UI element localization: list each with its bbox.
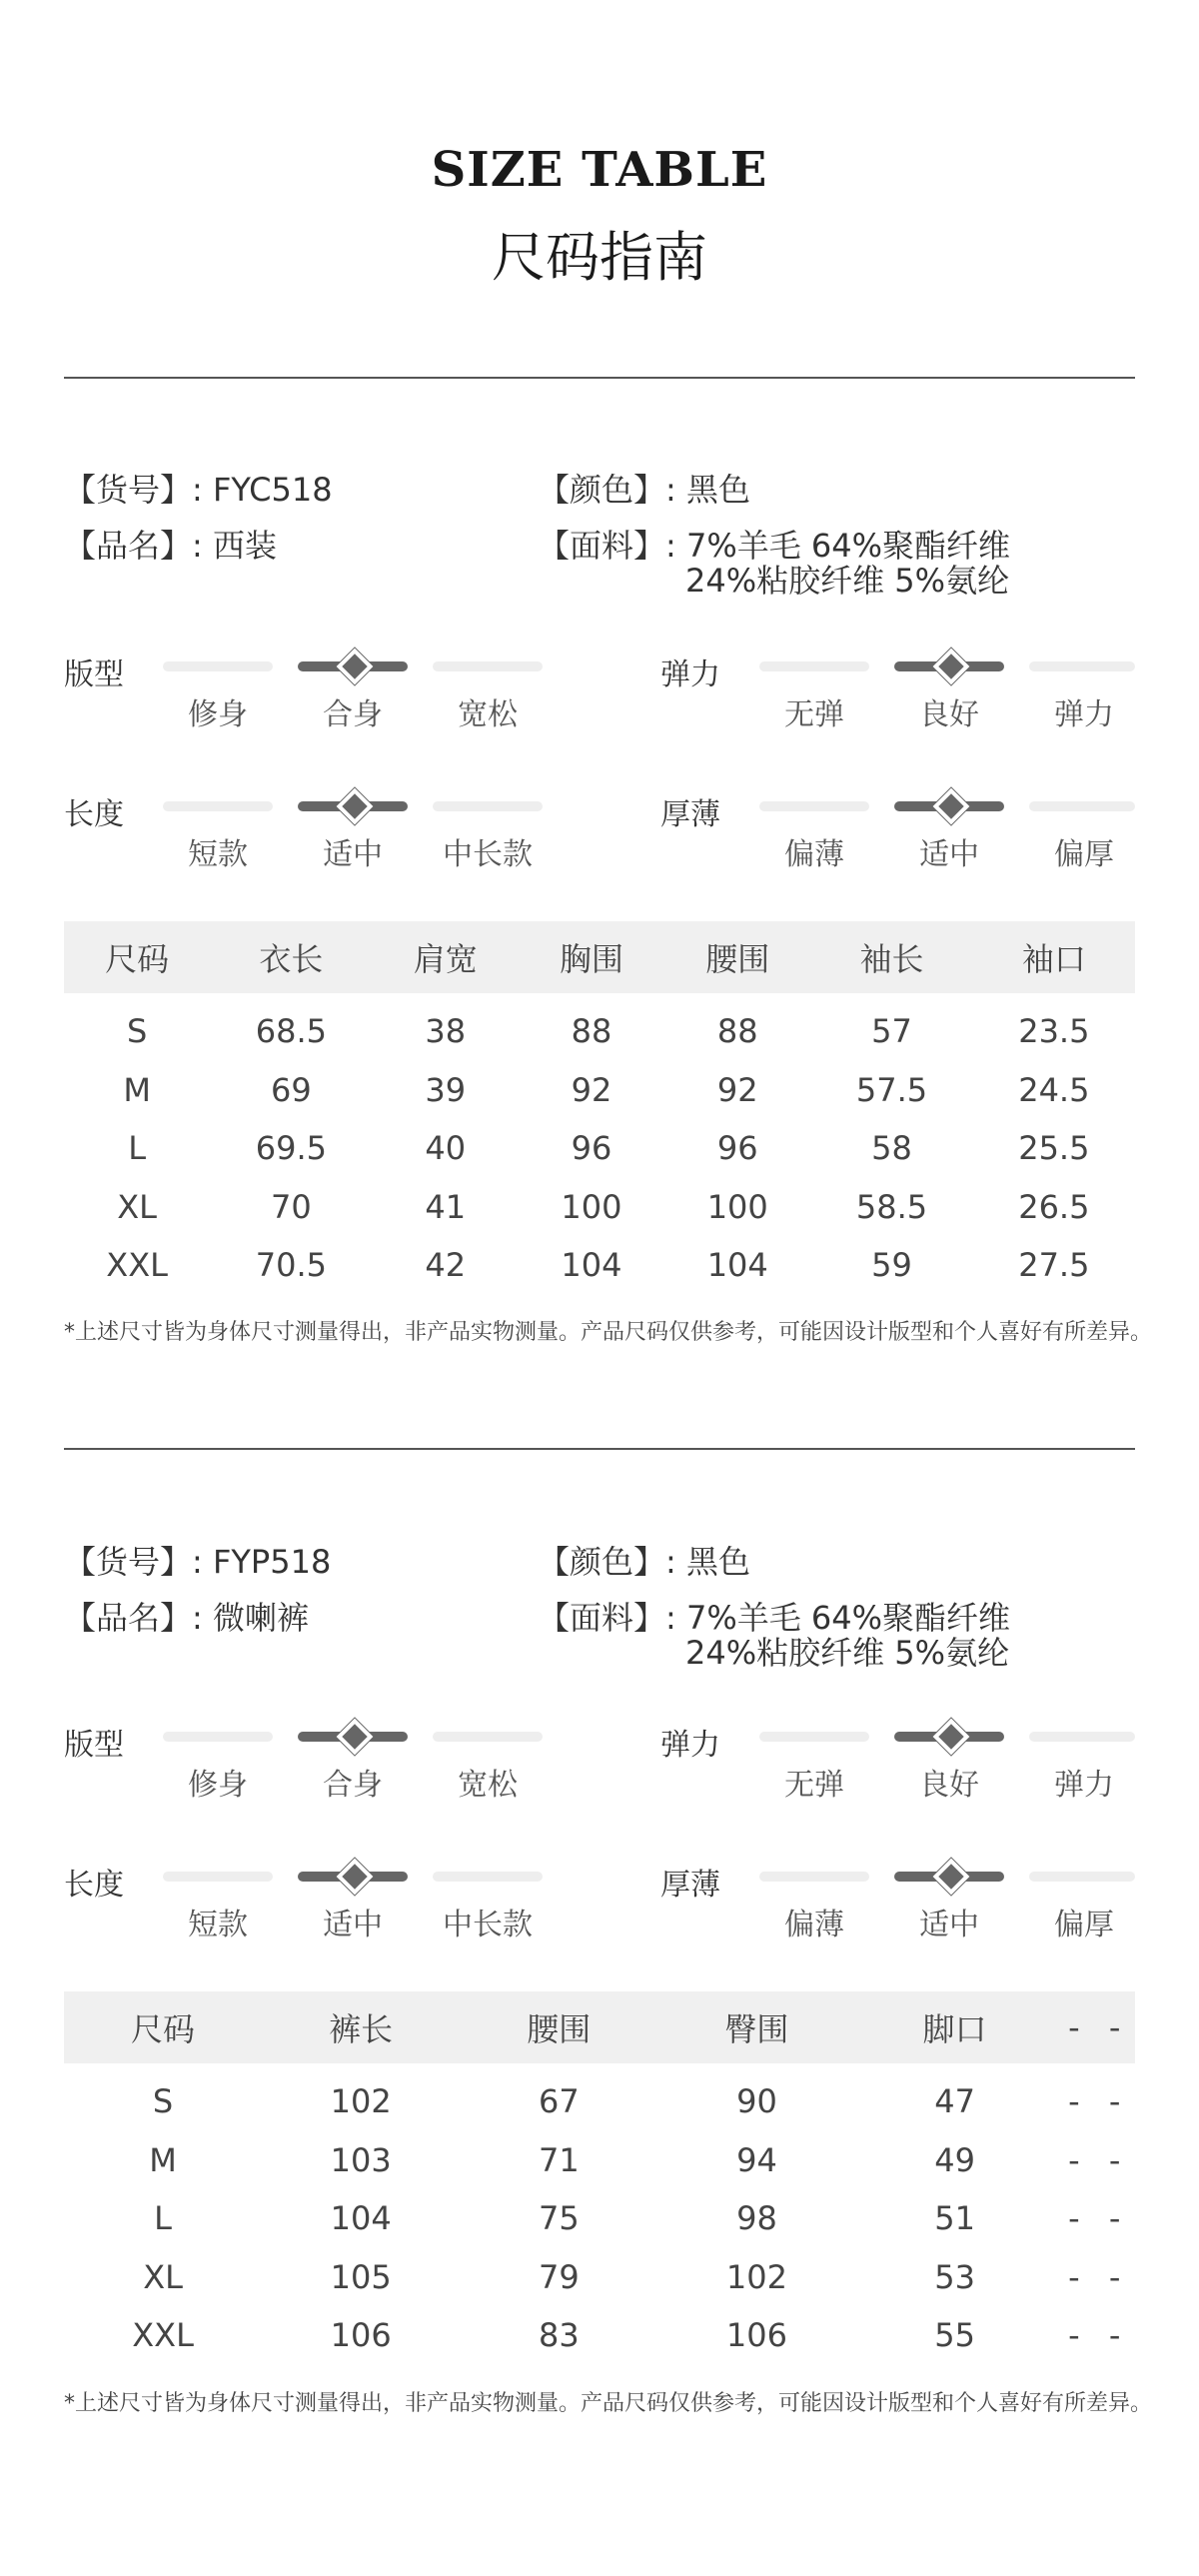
- column-header: -: [1054, 1991, 1095, 2063]
- table-cell: 90: [736, 2082, 777, 2121]
- table-row: [64, 993, 1135, 1061]
- table-cell: 47: [934, 2082, 975, 2121]
- table-cell: 106: [725, 2316, 787, 2355]
- attr-fit-option: 宽松: [458, 697, 518, 732]
- product-name-value: 西装: [212, 527, 277, 565]
- color-value: 黑色: [685, 471, 750, 509]
- attr-thickness-track-3: [1029, 801, 1135, 811]
- table-cell: 40: [425, 1129, 467, 1168]
- attr-length-label: 长度: [64, 797, 124, 832]
- table-cell: 24.5: [1018, 1070, 1090, 1109]
- table-cell: 102: [330, 2082, 392, 2121]
- attr-thickness-option: 偏薄: [784, 837, 844, 872]
- column-header: 尺码: [64, 921, 210, 993]
- table-cell: -: [1108, 2199, 1121, 2238]
- table-cell: 96: [571, 1129, 612, 1168]
- attr-elastic-indicator: [933, 648, 970, 685]
- table-row: [64, 2306, 1135, 2365]
- attr-length-track-3: [433, 1872, 543, 1882]
- fabric-line-1: 7%羊毛 64%聚酯纤维: [685, 527, 1011, 565]
- attr-elastic-option: 良好: [919, 697, 979, 732]
- fabric-line-2: 24%粘胶纤维 5%氨纶: [685, 562, 1010, 600]
- table-cell: -: [1108, 2140, 1121, 2179]
- color-value: 黑色: [685, 1543, 750, 1581]
- table-cell: 102: [725, 2257, 787, 2296]
- table-cell: 25.5: [1018, 1129, 1090, 1168]
- attr-fit-label: 版型: [64, 657, 124, 692]
- column-header: 胸围: [519, 921, 664, 993]
- table-cell: 100: [561, 1187, 622, 1226]
- fabric-label: 【面料】:: [538, 527, 676, 565]
- attr-thickness-indicator: [933, 788, 970, 825]
- table-cell: 100: [706, 1187, 768, 1226]
- attr-elastic-option: 无弹: [784, 1768, 844, 1803]
- attr-thickness-label: 厚薄: [660, 1868, 720, 1903]
- table-cell: XXL: [106, 1246, 168, 1285]
- attr-elastic-option: 弹力: [1054, 697, 1114, 732]
- table-cell: 96: [716, 1129, 758, 1168]
- product-color: [538, 1544, 750, 1580]
- attr-fit-option: 合身: [323, 1768, 383, 1803]
- item-number: [64, 472, 333, 508]
- attr-thickness-label: 厚薄: [660, 797, 720, 832]
- attr-thickness-track-1: [759, 801, 869, 811]
- attr-length-indicator: [337, 1859, 374, 1896]
- attr-length-option: 适中: [323, 1908, 383, 1942]
- item-number: [64, 1544, 331, 1580]
- table-header-row: [64, 921, 1135, 993]
- fabric-line-1: 7%羊毛 64%聚酯纤维: [685, 1599, 1011, 1637]
- attr-thickness-track-1: [759, 1872, 869, 1882]
- table-cell: 67: [538, 2082, 580, 2121]
- table-cell: 51: [934, 2199, 975, 2238]
- table-cell: 106: [330, 2316, 392, 2355]
- attr-length-option: 短款: [188, 837, 248, 872]
- table-cell: 105: [330, 2257, 392, 2296]
- table-cell: 55: [934, 2316, 975, 2355]
- column-header: 衣长: [210, 921, 372, 993]
- table-row: [64, 2131, 1135, 2190]
- table-cell: 68.5: [255, 1012, 328, 1051]
- table-row: [64, 1236, 1135, 1295]
- attr-elastic-track-1: [759, 1732, 869, 1742]
- column-header: 肩宽: [373, 921, 519, 993]
- page-title-en: SIZE TABLE: [431, 142, 768, 198]
- attr-length-track-3: [433, 801, 543, 811]
- product-name-value: 微喇裤: [212, 1599, 309, 1637]
- table-cell: 38: [425, 1012, 467, 1051]
- attr-fit-option: 宽松: [458, 1768, 518, 1803]
- table-cell: 27.5: [1018, 1246, 1090, 1285]
- attr-length-indicator: [337, 788, 374, 825]
- table-cell: 98: [736, 2199, 777, 2238]
- table-cell: 104: [561, 1246, 622, 1285]
- table-cell: L: [128, 1129, 147, 1168]
- table-cell: -: [1068, 2140, 1080, 2179]
- table-cell: 88: [716, 1012, 758, 1051]
- table-cell: 58.5: [855, 1187, 928, 1226]
- product-name: [64, 1600, 309, 1636]
- table-cell: XXL: [132, 2316, 194, 2355]
- attr-fit-label: 版型: [64, 1728, 124, 1763]
- table-row: [64, 2248, 1135, 2307]
- table-cell: L: [154, 2199, 172, 2238]
- attr-fit-track-3: [433, 661, 543, 671]
- column-header: 腰围: [460, 1991, 657, 2063]
- table-cell: 42: [425, 1246, 467, 1285]
- attr-thickness-track-3: [1029, 1872, 1135, 1882]
- table-cell: 57.5: [855, 1070, 928, 1109]
- attr-thickness-option: 偏薄: [784, 1908, 844, 1942]
- color-label: 【颜色】:: [538, 1543, 676, 1581]
- table-cell: 58: [871, 1129, 912, 1168]
- table-cell: 70.5: [255, 1246, 328, 1285]
- column-header: 袖口: [973, 921, 1135, 993]
- size-table: [64, 1991, 1135, 2365]
- item-number-label: 【货号】:: [64, 471, 203, 509]
- column-header: 腰围: [664, 921, 810, 993]
- table-cell: 92: [716, 1070, 758, 1109]
- attr-thickness-option: 偏厚: [1054, 837, 1114, 872]
- column-header: 袖长: [810, 921, 972, 993]
- column-header: 脚口: [856, 1991, 1054, 2063]
- attr-fit-indicator: [337, 648, 374, 685]
- attr-length-track-1: [163, 801, 273, 811]
- attr-elastic-indicator: [933, 1719, 970, 1756]
- attr-length-label: 长度: [64, 1868, 124, 1903]
- product-name: [64, 528, 277, 564]
- item-number-label: 【货号】:: [64, 1543, 203, 1581]
- attr-length-option: 适中: [323, 837, 383, 872]
- attr-thickness-indicator: [933, 1859, 970, 1896]
- table-cell: -: [1068, 2082, 1080, 2121]
- column-header: 臀围: [657, 1991, 855, 2063]
- disclaimer-note: *上述尺寸皆为身体尺寸测量得出，非产品实物测量。产品尺码仅供参考，可能因设计版型和个人喜好有所差异。: [64, 1320, 1153, 1345]
- table-cell: -: [1068, 2316, 1080, 2355]
- table-cell: 26.5: [1018, 1187, 1090, 1226]
- table-cell: 71: [538, 2140, 580, 2179]
- product-fabric: [538, 1600, 1010, 1636]
- color-label: 【颜色】:: [538, 471, 676, 509]
- fabric-line-2: 24%粘胶纤维 5%氨纶: [685, 1634, 1010, 1672]
- table-cell: M: [149, 2140, 177, 2179]
- table-cell: 103: [330, 2140, 392, 2179]
- attr-elastic-track-3: [1029, 1732, 1135, 1742]
- table-row: [64, 1119, 1135, 1178]
- table-cell: XL: [117, 1187, 157, 1226]
- item-number-value: FYC518: [212, 471, 333, 509]
- attr-fit-track-1: [163, 661, 273, 671]
- table-cell: 39: [425, 1070, 467, 1109]
- column-header: 尺码: [64, 1991, 262, 2063]
- attr-length-option: 短款: [188, 1908, 248, 1942]
- column-header: -: [1094, 1991, 1135, 2063]
- product-name-label: 【品名】:: [64, 527, 203, 565]
- attr-fit-option: 修身: [188, 697, 248, 732]
- table-cell: 53: [934, 2257, 975, 2296]
- table-cell: 92: [571, 1070, 612, 1109]
- attr-fit-indicator: [337, 1719, 374, 1756]
- disclaimer-note: *上述尺寸皆为身体尺寸测量得出，非产品实物测量。产品尺码仅供参考，可能因设计版型和个人喜好有所差异。: [64, 2391, 1153, 2416]
- table-cell: S: [152, 2082, 174, 2121]
- attr-length-track-1: [163, 1872, 273, 1882]
- attr-elastic-track-1: [759, 661, 869, 671]
- attr-elastic-label: 弹力: [660, 1728, 720, 1763]
- table-cell: S: [126, 1012, 148, 1051]
- size-table: [64, 921, 1135, 1295]
- table-cell: 104: [330, 2199, 392, 2238]
- attr-elastic-option: 无弹: [784, 697, 844, 732]
- divider: [64, 1448, 1135, 1450]
- attr-thickness-option: 适中: [919, 1908, 979, 1942]
- table-cell: 23.5: [1018, 1012, 1090, 1051]
- table-cell: 88: [571, 1012, 612, 1051]
- attr-elastic-option: 良好: [919, 1768, 979, 1803]
- table-cell: 57: [871, 1012, 912, 1051]
- attr-fit-option: 合身: [323, 697, 383, 732]
- product-name-label: 【品名】:: [64, 1599, 203, 1637]
- table-cell: 59: [871, 1246, 912, 1285]
- table-cell: 75: [538, 2199, 580, 2238]
- table-cell: 79: [538, 2257, 580, 2296]
- table-row: [64, 2063, 1135, 2131]
- table-row: [64, 1178, 1135, 1237]
- attr-fit-track-3: [433, 1732, 543, 1742]
- attr-length-option: 中长款: [443, 1908, 533, 1942]
- attr-elastic-track-3: [1029, 661, 1135, 671]
- product-color: [538, 472, 750, 508]
- column-header: 裤长: [262, 1991, 460, 2063]
- table-cell: -: [1108, 2082, 1121, 2121]
- table-cell: -: [1068, 2199, 1080, 2238]
- item-number-value: FYP518: [212, 1543, 332, 1581]
- page-title-cn: 尺码指南: [492, 226, 707, 289]
- table-header-row: [64, 1991, 1135, 2063]
- product-fabric: [538, 528, 1010, 564]
- table-cell: 83: [538, 2316, 580, 2355]
- attr-elastic-option: 弹力: [1054, 1768, 1114, 1803]
- table-cell: -: [1108, 2257, 1121, 2296]
- table-cell: 94: [736, 2140, 777, 2179]
- attr-elastic-label: 弹力: [660, 657, 720, 692]
- table-cell: -: [1068, 2257, 1080, 2296]
- attr-thickness-option: 偏厚: [1054, 1908, 1114, 1942]
- table-cell: XL: [143, 2257, 183, 2296]
- divider: [64, 377, 1135, 379]
- table-row: [64, 1061, 1135, 1120]
- attr-thickness-option: 适中: [919, 837, 979, 872]
- table-cell: 69: [271, 1070, 312, 1109]
- attr-fit-track-1: [163, 1732, 273, 1742]
- table-cell: 49: [934, 2140, 975, 2179]
- table-row: [64, 2189, 1135, 2248]
- attr-length-option: 中长款: [443, 837, 533, 872]
- table-cell: -: [1108, 2316, 1121, 2355]
- fabric-label: 【面料】:: [538, 1599, 676, 1637]
- table-cell: 41: [425, 1187, 467, 1226]
- table-cell: 70: [271, 1187, 312, 1226]
- attr-fit-option: 修身: [188, 1768, 248, 1803]
- table-cell: M: [123, 1070, 151, 1109]
- table-cell: 69.5: [255, 1129, 328, 1168]
- table-cell: 104: [706, 1246, 768, 1285]
